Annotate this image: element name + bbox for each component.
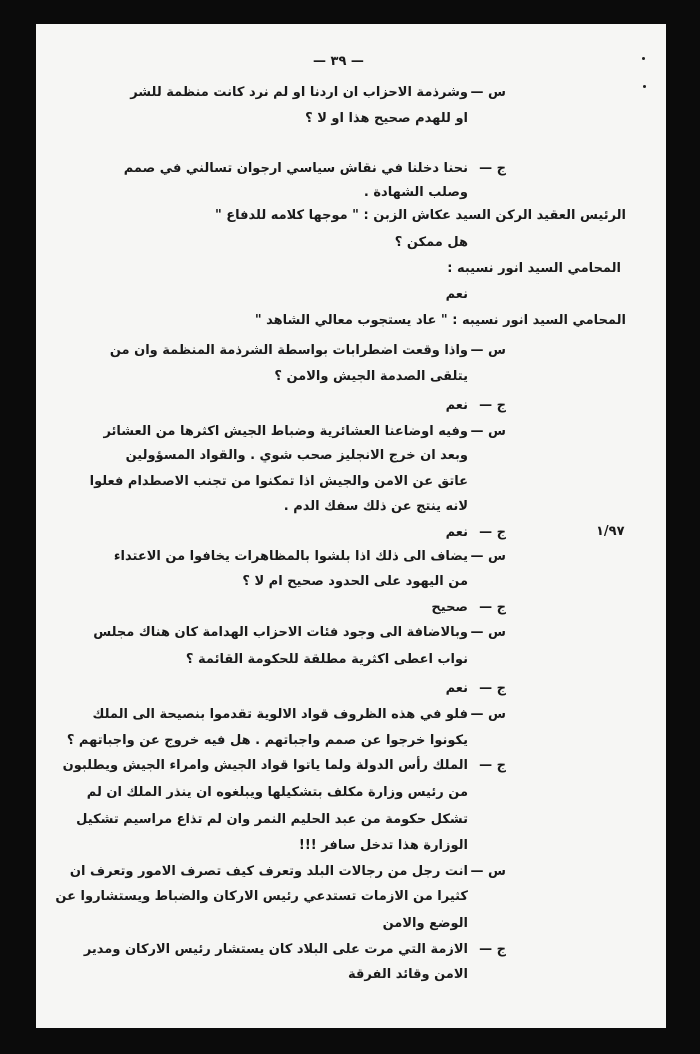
document-line: انت رجل من رجالات البلد وتعرف كيف تصرف الامور وتعرف ان (69, 864, 468, 879)
document-line: المحامي السيد انور نسيبه : (447, 261, 621, 276)
document-line: نواب اعطى اكثرية مطلقة للحكومة القائمة ؟ (185, 652, 468, 667)
page-number: — ٣٩ — (313, 54, 364, 69)
punch-dot (642, 57, 645, 60)
line-marker: ج — (479, 758, 506, 773)
document-line: الامن وقائد الفرقة (348, 967, 468, 982)
punch-dot (643, 85, 646, 88)
document-line: يضاف الى ذلك اذا بلشوا بالمظاهرات يخافوا من الاعتداء (113, 549, 468, 564)
document-page (36, 24, 666, 1028)
line-marker: س — (470, 625, 506, 640)
document-line: كثيرا من الازمات تستدعي رئيس الاركان والضباط ويستشاروا عن (55, 889, 468, 904)
document-line: فلو في هذه الظروف قواد الالوية تقدموا بنصيحة الى الملك (92, 707, 468, 722)
document-line: تشكل حكومة من عبد الحليم النمر وان لم تذاع مراسيم تشكيل (76, 812, 468, 827)
document-line: وبعد ان خرج الانجليز صحب شوي . والقواد المسؤولين (125, 448, 468, 463)
document-line: هل ممكن ؟ (394, 235, 468, 250)
line-marker: ج — (479, 681, 506, 696)
document-line: نعم (445, 287, 468, 302)
document-line: صحيح (431, 600, 468, 615)
line-marker: س — (470, 864, 506, 879)
line-marker: ج — (479, 161, 506, 176)
document-line: نعم (445, 525, 468, 540)
document-line: من اليهود على الحدود صحيح ام لا ؟ (242, 574, 468, 589)
line-marker: س — (470, 343, 506, 358)
document-line: او للهدم صحيح هذا او لا ؟ (305, 111, 468, 126)
document-line: وبالاضافة الى وجود فئات الاحزاب الهدامة كان هناك مجلس (93, 625, 468, 640)
document-line: نعم (445, 681, 468, 696)
document-line: نحنا دخلنا في نقاش سياسي ارجوان تسالني في صمم (123, 161, 468, 176)
document-line: نعم (445, 398, 468, 413)
document-line: وشرذمة الاحزاب ان اردنا او لم نرد كانت منظمة للشر (130, 85, 468, 100)
document-line: يتلقى الصدمة الجيش والامن ؟ (274, 369, 468, 384)
line-marker: ج — (479, 600, 506, 615)
document-line: المحامي السيد انور نسيبه : " عاد يستجوب معالي الشاهد " (254, 313, 626, 328)
line-marker: س — (470, 85, 506, 100)
document-line: الملك رأس الدولة ولما ياتوا قواد الجيش وامراء الجيش ويطلبون (62, 758, 468, 773)
line-marker: ج — (479, 942, 506, 957)
document-line: لانه ينتج عن ذلك سفك الدم . (283, 499, 468, 514)
line-marker: ج — (479, 398, 506, 413)
document-line: وفيه اوضاعنا العشائرية وضباط الجيش اكثرها من العشائر (103, 424, 468, 439)
document-line: يكونوا خرجوا عن صمم واجباتهم . هل فيه خروج عن واجباتهم ؟ (66, 733, 468, 748)
line-marker: س — (470, 549, 506, 564)
document-line: من رئيس وزارة مكلف بتشكيلها ويبلغوه ان ينذر الملك ان لم (86, 785, 468, 800)
document-line: عاتق عن الامن والجيش اذا تمكنوا من تجنب الاصطدام فعلوا (89, 474, 468, 489)
document-line: الرئيس العقيد الركن السيد عكاش الزبن : " موجها كلامه للدفاع " (214, 208, 626, 223)
line-marker: ج — (479, 525, 506, 540)
margin-number: ١/٩٧ (596, 524, 625, 539)
document-line: وصلب الشهادة . (363, 185, 468, 200)
line-marker: س — (470, 424, 506, 439)
document-line: الوزارة هذا تدخل سافر !!! (298, 838, 468, 853)
document-line: الازمة التي مرت على البلاد كان يستشار رئيس الاركان ومدير (83, 942, 468, 957)
document-line: الوضع والامن (382, 916, 468, 931)
document-line: واذا وقعت اضطرابات بواسطة الشرذمة المنظمة وان من (109, 343, 468, 358)
line-marker: س — (470, 707, 506, 722)
